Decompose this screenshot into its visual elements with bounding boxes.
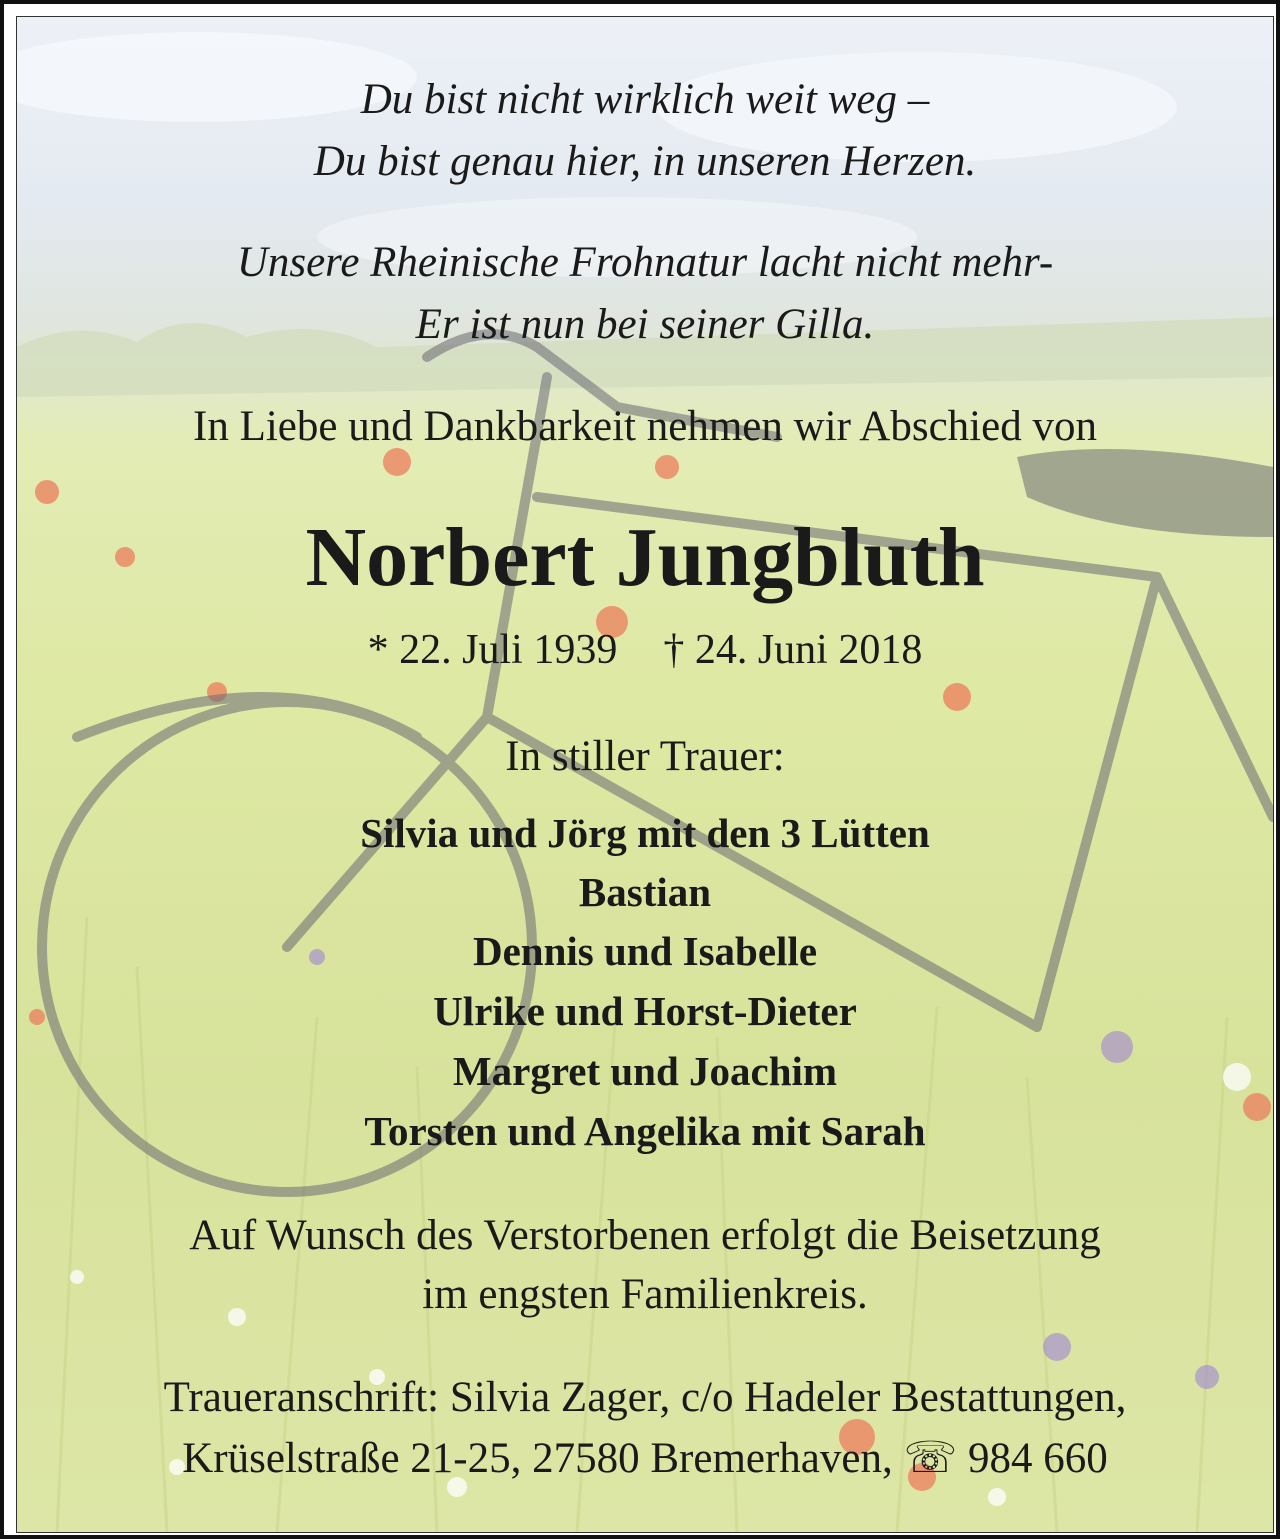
address-street: Krüselstraße 21-25, 27580 Bremerhaven, (182, 1435, 893, 1482)
life-dates (17, 626, 1273, 674)
burial-note-line-2: im engsten Familienkreis. (422, 1271, 868, 1318)
address-line-1: Traueranschrift: Silvia Zager, c/o Hadeler Bestattungen, (163, 1374, 1127, 1421)
death-date: † 24. Juni 2018 (663, 627, 923, 673)
mourner-line: Margret und Joachim (452, 1048, 838, 1094)
phone-number: 984 660 (968, 1435, 1108, 1482)
telephone-icon: ☏ (903, 1435, 958, 1482)
birth-date: * 22. Juli 1939 (367, 627, 618, 673)
mourner-line: Ulrike und Horst-Dieter (433, 988, 857, 1034)
mourning-label: In stiller Trauer: (505, 733, 785, 780)
address-line-2 (17, 1433, 1273, 1483)
obituary-card (16, 16, 1274, 1533)
mourner-line: Torsten und Angelika mit Sarah (364, 1108, 926, 1154)
intro-text: In Liebe und Dankbarkeit nehmen wir Abschied von (193, 403, 1097, 450)
quote-line-2: Du bist genau hier, in unseren Herzen. (313, 138, 977, 185)
quote-line-1: Du bist nicht wirklich weit weg – (360, 76, 930, 123)
quote-line-4: Er ist nun bei seiner Gilla. (415, 301, 875, 348)
mourner-line: Dennis und Isabelle (472, 928, 818, 974)
burial-note-line-1: Auf Wunsch des Verstorbenen erfolgt die Beisetzung (189, 1212, 1101, 1259)
mourner-line: Bastian (578, 869, 712, 915)
deceased-name: Norbert Jungbluth (305, 511, 985, 604)
mourner-line: Silvia und Jörg mit den 3 Lütten (360, 810, 930, 856)
quote-line-3: Unsere Rheinische Frohnatur lacht nicht mehr- (236, 239, 1054, 286)
obituary-text (17, 17, 1273, 1532)
